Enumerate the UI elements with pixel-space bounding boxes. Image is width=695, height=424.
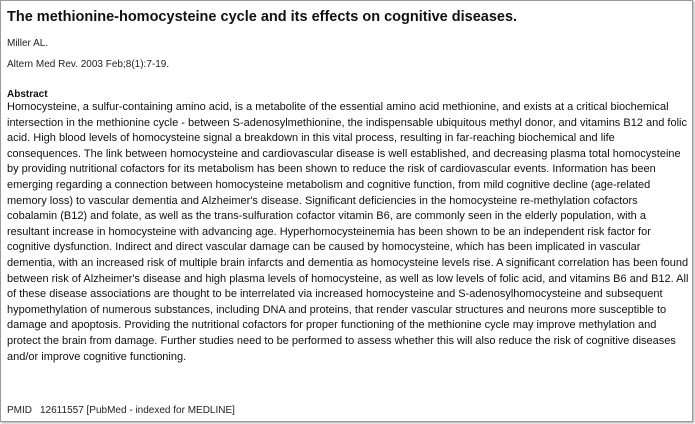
pmid-line [7, 405, 235, 416]
journal-citation: Altern Med Rev. 2003 Feb;8(1):7-19. [7, 59, 170, 70]
pubmed-status: [PubMed - indexed for MEDLINE] [86, 405, 235, 416]
abstract-text: Homocysteine, a sulfur-containing amino acid, is a metabolite of the essential amino acid methionine, and exists at a critical biochemical intersection in the methionine cycle - between S-adenosylmethionine, the indispensable ubiquitous methyl donor, and vitamins B12 and folic acid. High blood levels of homocysteine signal a breakdown in this vital process, resulting in far-reaching biochemical and life consequences. The link between homocysteine and cardiovascular disease is well established, and decreasing plasma total homocysteine by providing nutritional cofactors for its metabolism has been shown to reduce the risk of cardiovascular events. Information has been emerging regarding a connection between homocysteine metabolism and cognitive function, from mild cognitive decline (age-related memory loss) to vascular dementia and Alzheimer's disease. Significant deficiencies in the homocysteine re-methylation cofactors cobalamin (B12) and folate, as well as the trans-sulfuration cofactor vitamin B6, are commonly seen in the elderly population, with a resultant increase in homocysteine with advancing age. Hyperhomocysteinemia has been shown to be an independent risk factor for cognitive dysfunction. Indirect and direct vascular damage can be caused by homocysteine, which has been implicated in vascular dementia, with an increased risk of multiple brain infarcts and dementia as homocysteine levels rise. A significant correlation has been found between risk of Alzheimer's disease and high plasma levels of homocysteine, as well as low levels of folic acid, and vitamins B6 and B12. All of these disease associations are thought to be interrelated via increased homocysteine and S-adenosylhomocysteine and subsequent hypomethylation of numerous substances, including DNA and proteins, that render vascular structures and neurons more susceptible to damage and apoptosis. Providing the nutritional cofactors for proper functioning of the methionine cycle may improve methylation and protect the brain from damage. Further studies need to be performed to assess whether this will also reduce the risk of cognitive diseases and/or improve cognitive functioning. [7, 101, 689, 363]
article-title: The methionine-homocysteine cycle and its effects on cognitive diseases. [7, 9, 518, 25]
author-link[interactable]: Miller AL. [7, 38, 49, 49]
pmid-value: 12611557 [40, 405, 84, 416]
abstract-heading: Abstract [7, 89, 48, 100]
pmid-label: PMID [7, 405, 32, 416]
